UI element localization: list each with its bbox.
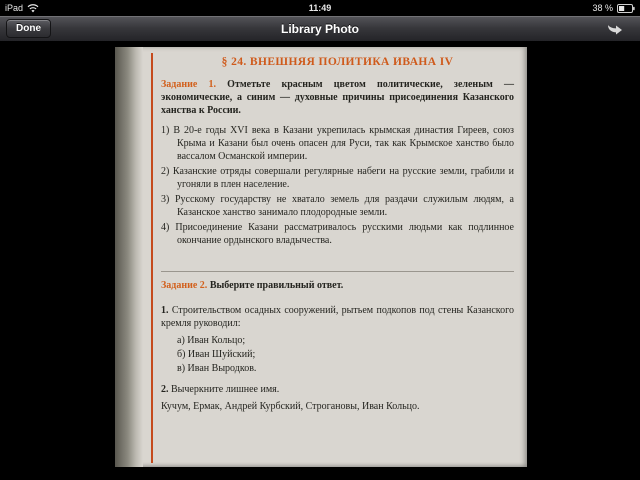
textbook-page: [161, 56, 514, 463]
task1-list: [161, 124, 514, 247]
question-2-text: Вычеркните лишнее имя.: [171, 384, 280, 395]
question-1-number: 1.: [161, 305, 169, 316]
option-b: б) Иван Шуйский;: [177, 349, 256, 360]
list-item: 1) В 20-е годы XVI века в Казани укрепилась крымская династия Гиреев, союз Крыма и Казани был очень опасен для Руси, так как Крымское ханство было вассалом Османской империи.: [161, 125, 514, 162]
nav-bar: [0, 16, 640, 42]
share-button[interactable]: [604, 20, 630, 38]
task2-text: Выберите правильный ответ.: [209, 280, 344, 291]
status-bar: [0, 0, 640, 16]
task1-label: Задание 1.: [161, 79, 216, 90]
share-icon: [606, 19, 628, 40]
question-1-options: [161, 334, 514, 375]
task2-intro: [161, 279, 514, 292]
status-time: 11:49: [308, 3, 332, 13]
device-label: iPad: [5, 3, 24, 13]
battery-percent: 38 %: [592, 3, 613, 13]
section-heading: § 24. ВНЕШНЯЯ ПОЛИТИКА ИВАНА IV: [221, 56, 454, 68]
question-2: [161, 383, 514, 396]
option-a: а) Иван Кольцо;: [177, 335, 246, 346]
list-item: 4) Присоединение Казани рассматривалось русскими людьми как подлинное окончание ордынского владычества.: [161, 222, 514, 246]
page-title: Library Photo: [280, 21, 359, 36]
question-2-number: 2.: [161, 384, 169, 395]
task2-label: Задание 2.: [161, 280, 208, 291]
textbook-photo[interactable]: [115, 47, 527, 467]
list-item: 2) Казанские отряды совершали регулярные набеги на русские земли, грабили и угоняли в плен население.: [161, 166, 514, 190]
list-item: 3) Русскому государству не хватало земель для раздачи служилым людям, а Казанское ханство занимало плодородные земли.: [161, 194, 514, 218]
section-divider: [161, 271, 514, 272]
option-c: в) Иван Выродков.: [177, 363, 257, 374]
question-1: [161, 304, 514, 330]
question-1-text: Строительством осадных сооружений, рытьем подкопов под стены Казанского кремля руководил:: [161, 305, 514, 329]
done-button[interactable]: Done: [6, 19, 51, 38]
task1-intro: [161, 78, 514, 117]
book-spine-shadow: [115, 47, 143, 467]
task1-text: Отметьте красным цветом политические, зеленым — экономические, а синим — духовные причины присоединения Казанского ханства к России.: [161, 79, 514, 116]
question-2-names: Кучум, Ермак, Андрей Курбский, Строгановы, Иван Кольцо.: [161, 401, 420, 412]
margin-rule: [151, 53, 153, 463]
